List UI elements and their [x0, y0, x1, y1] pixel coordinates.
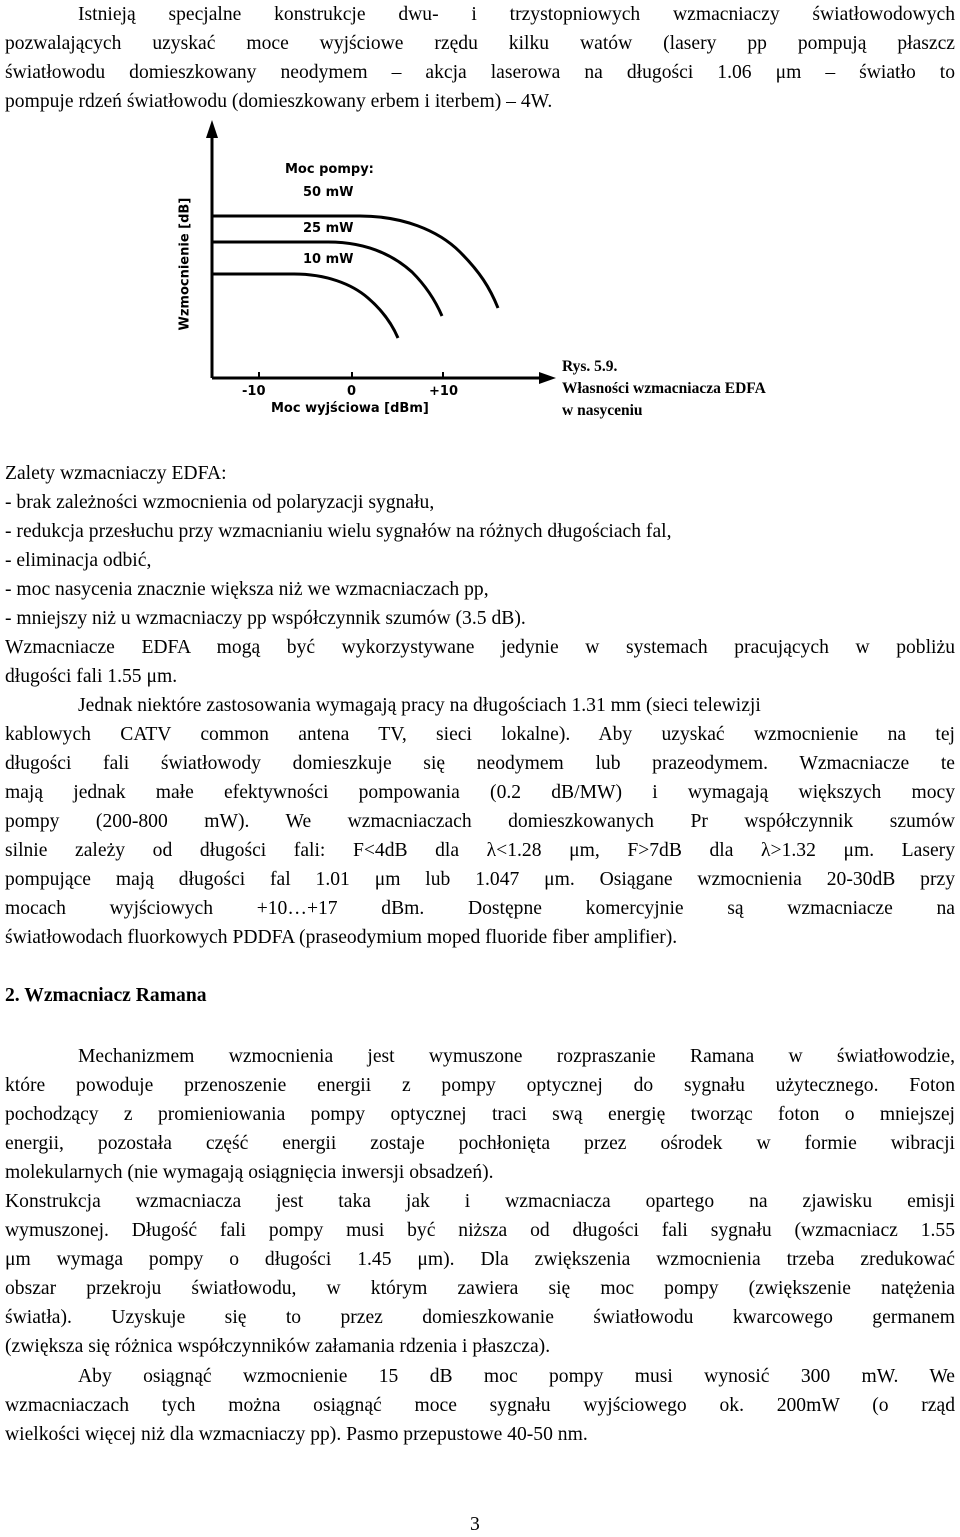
- edfa-window-line: długości fali 1.55 μm.: [5, 666, 178, 687]
- figure-caption-line2: w nasyceniu: [562, 402, 643, 419]
- raman-line: μm wymaga pompy o długości 1.45 μm). Dla zwiększenia wzmocnienia trzeba zredukować: [5, 1249, 955, 1270]
- raman-line: Aby osiągnąć wzmocnienie 15 dB moc pompy musi wynosić 300 mW. We: [78, 1366, 955, 1387]
- intro-line: Istnieją specjalne konstrukcje dwu- i trzystopniowych wzmacniaczy światłowodowych: [78, 4, 955, 25]
- figure-caption-number: Rys. 5.9.: [562, 358, 618, 375]
- raman-paragraph-1: [5, 1042, 955, 1187]
- raman-line: molekularnych (nie wymagają osiągnięcia inwersji obsadzeń).: [5, 1162, 494, 1183]
- raman-line: wymuszonej. Długość fali pompy musi być niższa od długości fali sygnału (wzmacniacz 1.55: [5, 1220, 955, 1241]
- x-axis-arrow-icon: [539, 372, 556, 384]
- raman-line: (zwiększa się różnica współczynników załamania rdzenia i płaszcza).: [5, 1336, 551, 1357]
- pdfa-line: Jednak niektóre zastosowania wymagają pracy na długościach 1.31 mm (sieci telewizji: [78, 695, 761, 716]
- intro-line: światłowodu domieszkowany neodymem – akcja laserowa na długości 1.06 μm – światło to: [5, 62, 955, 83]
- advantages-list: [5, 459, 955, 691]
- intro-line: pompuje rdzeń światłowodu (domieszkowany erbem i iterbem) – 4W.: [5, 91, 553, 112]
- list-item: - mniejszy niż u wzmacniaczy pp współczynnik szumów (3.5 dB).: [5, 608, 526, 629]
- pdfa-line: pompy (200-800 mW). We wzmacniaczach domieszkowanych Pr współczynnik szumów: [5, 811, 955, 832]
- raman-paragraph-3: [5, 1362, 955, 1449]
- raman-line: Konstrukcja wzmacniacza jest taka jak i wzmacniacza opartego na zjawisku emisji: [5, 1191, 955, 1212]
- x-tick-label: -10: [242, 384, 266, 399]
- curve-50mw: [212, 216, 498, 308]
- raman-line: które powoduje przenoszenie energii z pompy optycznej do sygnału użytecznego. Foton: [5, 1075, 955, 1096]
- raman-line: Mechanizmem wzmocnienia jest wymuszone rozpraszanie Ramana w światłowodzie,: [78, 1046, 955, 1067]
- list-item: - eliminacja odbić,: [5, 550, 152, 571]
- x-tick-label: 0: [347, 384, 357, 399]
- raman-line: energii, pozostała część energii zostaje pochłonięta przez ośrodek w formie wibracji: [5, 1133, 955, 1154]
- raman-line: pochodzący z promieniowania pompy optycznej traci swą energię tworząc foton o mniejszej: [5, 1104, 955, 1125]
- pdfa-line: mają jednak małe efektywności pompowania (0.2 dB/MW) i wymagają większych mocy: [5, 782, 955, 803]
- curve-label-25mw: 25 mW: [303, 221, 354, 236]
- raman-paragraph-2: [5, 1187, 955, 1361]
- pdfa-line: mocach wyjściowych +10…+17 dBm. Dostępne komercyjnie są wzmacniacze na: [5, 898, 955, 919]
- list-item: - brak zależności wzmocnienia od polaryzacji sygnału,: [5, 492, 435, 513]
- pdfa-line: silnie zależy od długości fali: F<4dB dla λ<1.28 μm, F>7dB dla λ>1.32 μm. Lasery: [5, 840, 955, 861]
- curve-label-50mw: 50 mW: [303, 185, 354, 200]
- edfa-window-line: Wzmacniacze EDFA mogą być wykorzystywane jedynie w systemach pracujących w pobliżu: [5, 637, 955, 658]
- page-number: 3: [470, 1514, 480, 1535]
- intro-line: pozwalających uzyskać moce wyjściowe rzędu kilku watów (lasery pp pompują płaszcz: [5, 33, 955, 54]
- x-axis-label: Moc wyjściowa [dBm]: [271, 401, 429, 416]
- raman-line: światła). Uzyskuje się to przez domieszkowanie światłowodu kwarcowego germanem: [5, 1307, 955, 1328]
- list-item: - redukcja przesłuchu przy wzmacnianiu wielu sygnałów na różnych długościach fal,: [5, 521, 672, 542]
- intro-paragraph: [5, 0, 955, 116]
- y-axis-label: Wzmocnienie [dB]: [177, 197, 193, 331]
- x-tick-label: +10: [429, 384, 458, 399]
- pdfa-line: pompujące mają długości fal 1.01 μm lub 1.047 μm. Osiągane wzmocnienia 20-30dB przy: [5, 869, 955, 890]
- section-heading: 2. Wzmacniacz Ramana: [5, 985, 207, 1006]
- advantages-heading: Zalety wzmacniaczy EDFA:: [5, 463, 227, 484]
- raman-line: wielkości więcej niż dla wzmacniaczy pp). Pasmo przepustowe 40-50 nm.: [5, 1424, 588, 1445]
- figure-caption-line1: Własności wzmacniacza EDFA: [562, 380, 766, 397]
- list-item: - moc nasycenia znacznie większa niż we wzmacniaczach pp,: [5, 579, 489, 600]
- pdfa-line: kablowych CATV common antena TV, sieci lokalne). Aby uzyskać wzmocnienie na tej: [5, 724, 955, 745]
- pdfa-line: światłowodach fluorkowych PDDFA (praseodymium moped fluoride fiber amplifier).: [5, 927, 678, 948]
- figure-edfa-saturation: [170, 120, 810, 430]
- raman-line: obszar przekroju światłowodu, w którym zawiera się moc pompy (zwiększenie natężenia: [5, 1278, 955, 1299]
- curve-10mw: [212, 274, 398, 338]
- curve-label-10mw: 10 mW: [303, 252, 354, 267]
- pdfa-paragraph: [5, 691, 955, 952]
- pdfa-line: długości fali światłowody domieszkuje się neodymem lub prazeodymem. Wzmacniacze te: [5, 753, 955, 774]
- legend-title: Moc pompy:: [285, 162, 374, 177]
- y-axis-arrow-icon: [206, 120, 218, 138]
- raman-line: wzmacniaczach tych można osiągnąć moce sygnału wyjściowego ok. 200mW (o rząd: [5, 1395, 955, 1416]
